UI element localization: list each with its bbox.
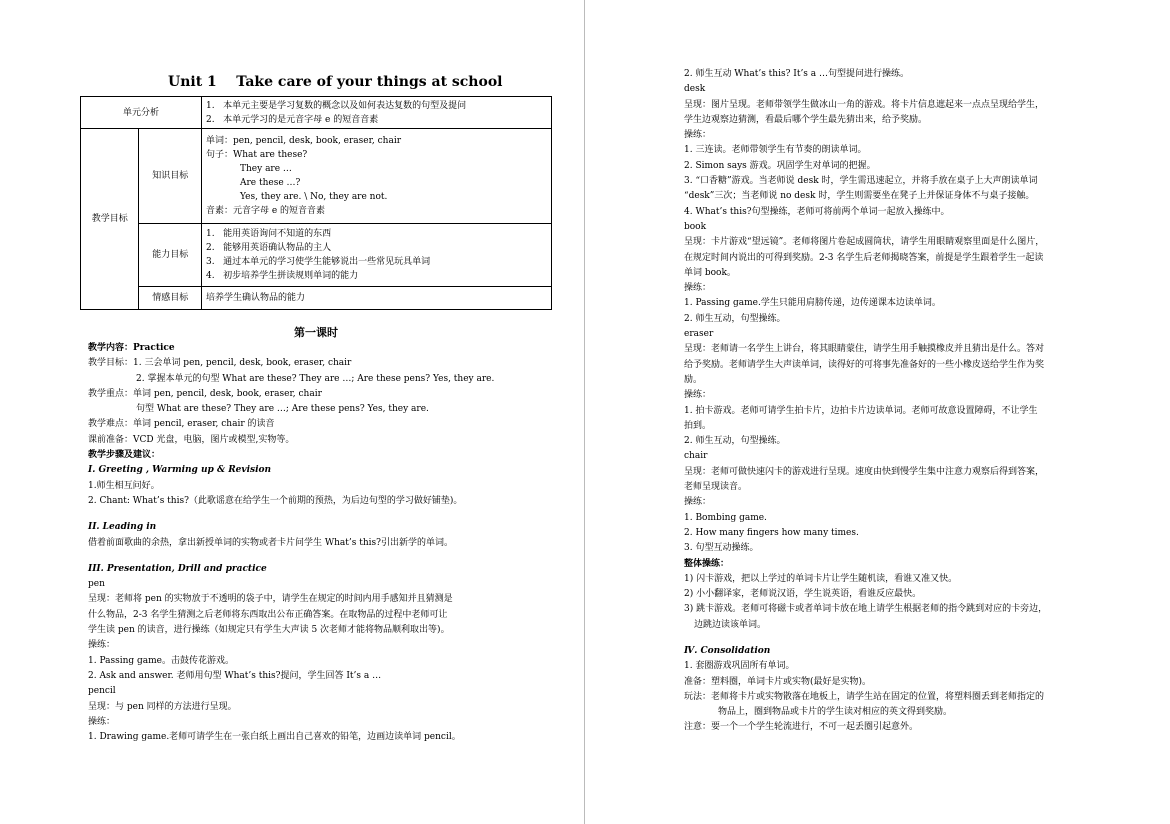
text-line: 2. 师生互动，句型操练。: [684, 436, 786, 447]
text-line: 教学难点：单词 pencil, eraser, chair 的读音: [88, 419, 275, 430]
text-line: 学生读 pen 的读音，进行操练（如规定只有学生大声读 5 次老师才能将物品顺利取出等)。: [88, 625, 450, 636]
table-row: [81, 129, 552, 224]
text-line: 2. Ask and answer. 老师用句型 What’s this?提问，学生回答 It’s a …: [88, 670, 382, 681]
text-line: 教学目标：1. 三会单词 pen, pencil, desk, book, eraser, chair: [88, 358, 352, 369]
ability-goals-label: 能力目标: [139, 224, 202, 287]
text-line: 操练：: [88, 716, 116, 727]
text-line: 2. 师生互动 What’s this? It’s a …句型提问进行操练。: [684, 69, 910, 79]
teaching-goals-label: 教学目标: [81, 129, 139, 310]
left-body-text: [88, 341, 558, 745]
text-line: 注意：要一个一个学生轮流进行，不可一起丢圈引起意外。: [684, 722, 919, 733]
text-line: 呈现：老师将 pen 的实物放于不透明的袋子中，请学生在规定的时间内用手感知并且猜测是: [88, 594, 453, 605]
unit-analysis-content: 1. 本单元主要是学习复数的概念以及如何表达复数的句型及提问 2. 本单元学习的是元音字母 e 的短音音素: [202, 97, 552, 129]
text-line: 给予奖励。老师请学生大声读单词，读得好的可将事先准备好的一些小橡皮送给学生作为奖: [684, 359, 1045, 370]
text-line: 老师呈现读音。: [684, 482, 748, 493]
table-row: [81, 287, 552, 310]
table-row: [81, 224, 552, 287]
text-line: 在规定时间内说出的可得到奖励。2-3 名学生后老师揭晓答案，前提是学生跟着学生一起读: [684, 252, 1044, 263]
text-line: 1. Passing game。击鼓传花游戏。: [88, 655, 234, 666]
text-line: 操练：: [684, 283, 712, 294]
text-line: chair: [684, 451, 708, 462]
text-line: 呈现：老师请一名学生上讲台，将其眼睛蒙住，请学生用手触摸橡皮并且猜出是什么。答对: [684, 344, 1045, 355]
text-line: 1. Passing game.学生只能用肩膀传递，边传递课本边读单词。: [684, 298, 941, 309]
text-line: 2. 师生互动，句型操练。: [684, 313, 786, 324]
text-line: 玩法：老师将卡片或实物散落在地板上，请学生站在固定的位置，将塑料圈丢到老师指定的: [684, 691, 1045, 702]
text-line: 操练：: [684, 497, 712, 508]
text-line: 呈现：卡片游戏“望远镜”。老师将图片卷起成圆筒状，请学生用眼睛观察里面是什么图片，: [684, 237, 1045, 248]
text-line: pen: [88, 579, 105, 590]
text-line: 操练：: [88, 640, 116, 651]
text-line: 课前准备：VCD 光盘，电脑，图片或模型,实物等。: [88, 434, 295, 445]
text-line: 2. 掌握本单元的句型 What are these? They are …; Are these pens? Yes, they are.: [136, 373, 495, 384]
text-line: book: [684, 221, 707, 232]
text-line: 教学重点：单词 pen, pencil, desk, book, eraser, chair: [88, 388, 322, 399]
text-line: 4. What’s this?句型操练，老师可将前两个单词一起放入操练中。: [684, 206, 950, 217]
emotion-goals-content: 培养学生确认物品的能力: [202, 287, 552, 310]
text-line: 借着前面歌曲的余热，拿出新授单词的实物或者卡片问学生 What’s this?引出新学的单词。: [88, 537, 453, 548]
text-line: pencil: [88, 686, 116, 697]
section-heading: III. Presentation, Drill and practice: [88, 563, 267, 574]
text-line: 1.师生相互问好。: [88, 480, 160, 491]
unit-title: Unit 1 Take care of your things at school: [168, 74, 503, 90]
page-divider: [584, 0, 585, 824]
text-line: 教学内容：Practice: [88, 343, 175, 353]
text-line: 1. Drawing game.老师可请学生在一张白纸上画出自己喜欢的铅笔，边画边读单词 pencil。: [88, 732, 461, 743]
text-line: 2. Simon says 游戏。巩固学生对单词的把握。: [684, 160, 876, 171]
lesson-title: 第一课时: [294, 326, 338, 339]
text-line: 1) 闪卡游戏，把以上学过的单词卡片让学生随机读，看谁又准又快。: [684, 573, 958, 584]
text-line: 单词 book。: [684, 267, 736, 278]
text-line: 物品上，圈到物品或卡片的学生读对相应的英文得到奖励。: [718, 707, 953, 718]
text-line: 准备：塑料圈，单词卡片或实物(最好是实物)。: [684, 676, 872, 687]
text-line: 3. “口香糖”游戏。当老师说 desk 时，学生需迅速起立，并将手放在桌子上大声朗读单词: [684, 176, 1038, 187]
text-line: 1. 套圈游戏巩固所有单词。: [684, 661, 795, 672]
text-line: 呈现：图片呈现。老师带领学生做冰山一角的游戏。将卡片信息遮起来一点点呈现给学生，: [684, 99, 1045, 110]
text-line: 1. 三连读。老师带领学生有节奏的朗读单词。: [684, 145, 867, 156]
emotion-goals-label: 情感目标: [139, 287, 202, 310]
unit-analysis-label: 单元分析: [81, 97, 202, 129]
text-line: 2. How many fingers how many times.: [684, 527, 859, 538]
right-page: [676, 0, 1096, 824]
text-line: desk: [684, 84, 706, 95]
text-line: 学生边观察边猜测，看最后哪个学生最先猜出来，给予奖励。: [684, 114, 928, 125]
text-line: 句型 What are these? They are …; Are these pens? Yes, they are.: [136, 404, 429, 415]
text-line: 励。: [684, 374, 703, 385]
text-line: 操练：: [684, 390, 712, 401]
section-heading: I. Greeting , Warming up & Revision: [88, 465, 272, 476]
knowledge-goals-label: 知识目标: [139, 129, 202, 224]
text-line: 2. Chant: What’s this?（此歌谣意在给学生一个前期的预热，为后边句型的学习做好铺垫)。: [88, 495, 463, 506]
text-line: 什么物品，2-3 名学生猜测之后老师将东西取出公布正确答案。在取物品的过程中老师可让: [88, 609, 448, 620]
text-line: 2) 小小翻译家，老师说汉语，学生说英语，看谁反应最快。: [684, 589, 922, 600]
text-line: 呈现：老师可做快速闪卡的游戏进行呈现。速度由快到慢学生集中注意力观察后得到答案，: [684, 466, 1045, 477]
text-line: 操练：: [684, 130, 712, 141]
knowledge-goals-content: 单词：pen, pencil, desk, book, eraser, chair 句子：What are these? They are … Are these …? Yes, they are. \ No, they are not. 音素：元音字母 e 的短音音素: [202, 129, 552, 224]
table-row: [81, 97, 552, 129]
unit-analysis-table: [80, 96, 552, 310]
text-line: 拍到。: [684, 420, 712, 431]
text-line: 1. Bombing game.: [684, 512, 767, 523]
text-line: 呈现：与 pen 同样的方法进行呈现。: [88, 701, 237, 712]
left-page: [80, 0, 555, 824]
section-heading: II. Leading in: [88, 522, 157, 533]
text-line: 整体操练：: [684, 558, 730, 569]
text-line: 1. 拍卡游戏。老师可请学生拍卡片，边拍卡片边读单词。老师可故意设置障碍，不让学生: [684, 405, 1038, 416]
ability-goals-content: 1. 能用英语询问不知道的东西 2. 能够用英语确认物品的主人 3. 通过本单元的学习使学生能够说出一些常见玩具单词 4. 初步培养学生拼读规则单词的能力: [202, 224, 552, 287]
text-line: 3) 跳卡游戏。老师可将磁卡或者单词卡放在地上请学生根据老师的指令跳到对应的卡旁边，: [684, 604, 1048, 615]
text-line: “desk”三次；当老师说 no desk 时，学生则需要坐在凳子上并保证身体不与桌子接触。: [684, 191, 1035, 202]
text-line: 教学步骤及建议：: [88, 450, 161, 461]
right-body-text: [684, 67, 1104, 736]
text-line: 3. 句型互动操练。: [684, 543, 759, 554]
text-line: eraser: [684, 329, 714, 340]
text-line: 边跳边读该单词。: [694, 619, 767, 630]
section-heading: Ⅳ. Consolidation: [684, 645, 771, 656]
